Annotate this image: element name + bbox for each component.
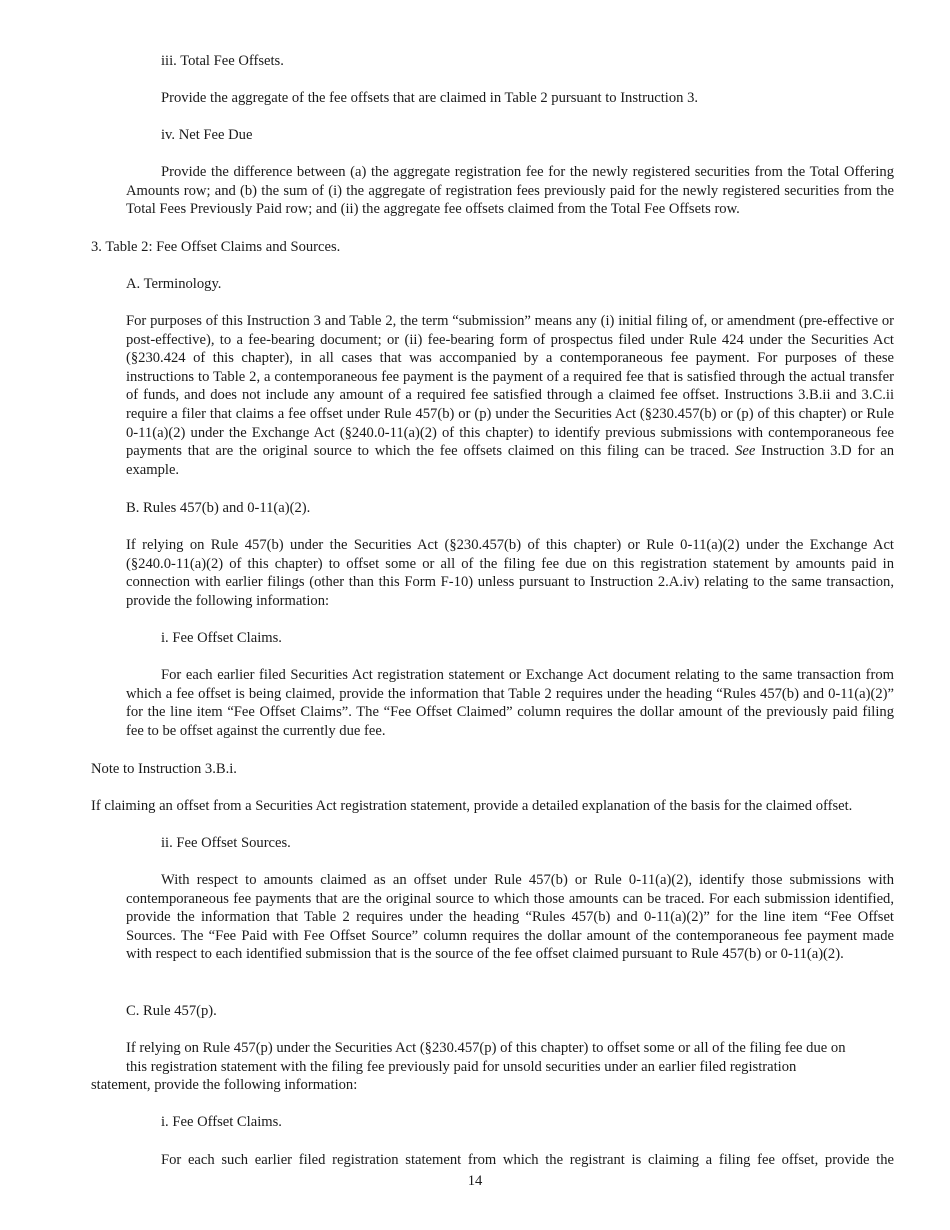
heading-fee-offset-claims-b: i. Fee Offset Claims. (161, 630, 282, 646)
note-body: If claiming an offset from a Securities Act registration statement, provide a detailed explanation of the basis for the claimed offset. (91, 798, 853, 814)
body-fee-offset-claims-c: For each such earlier filed registration statement from which the registrant is claiming a filing fee offset, provide the (161, 1152, 894, 1168)
body-fee-offset-sources: With respect to amounts claimed as an offset under Rule 457(b) or Rule 0-11(a)(2), identify those submissions with contemporaneous fee payments that are the original source to which those amounts can be traced. For each submission identified, provide the information that Table 2 requires under the heading “Rules 457(b) and 0-11(a)(2)” for the line item “Fee Offset Sources. The “Fee Paid with Fee Offset Source” column requires the dollar amount of the contemporaneous fee payment made with respect to each identified submission that is the source of the fee offset claimed pursuant to Rule 457(b) or 0-11(a)(2). (126, 872, 894, 963)
note-heading: Note to Instruction 3.B.i. (91, 761, 237, 777)
see-reference: See (735, 443, 756, 460)
body-fee-offset-claims-b: For each earlier filed Securities Act registration statement or Exchange Act document relating to the same transaction from which a fee offset is being claimed, provide the information that Table 2 requires under the heading “Rules 457(b) and 0-11(a)(2)” for the line item “Fee Offset Claims”. The “Fee Offset Claimed” column requires the dollar amount of the previously paid filing fee to be offset against the currently due fee. (126, 667, 894, 739)
heading-net-fee-due: iv. Net Fee Due (161, 127, 253, 143)
heading-fee-offset-claims-c: i. Fee Offset Claims. (161, 1114, 282, 1130)
body-rules-457b: If relying on Rule 457(b) under the Securities Act (§230.457(b) of this chapter) or Rule 0-11(a)(2) under the Exchange Act (§240.0-11(a)(2) of this chapter) to offset some or all of the filing fee due on this registration statement by amounts paid in connection with earlier filings (other than this Form F-10) unless pursuant to Instruction 2.A.iv) relating to the same transaction, provide the following information: (126, 537, 894, 609)
body-net-fee-due: Provide the difference between (a) the aggregate registration fee for the newly registered securities from the Total Offering Amounts row; and (b) the sum of (i) the aggregate of registration fees previously paid for the newly registered securities from the Total Fees Previously Paid row; and (ii) the aggregate fee offsets claimed from the Total Fee Offsets row. (126, 164, 894, 218)
terminology-text: For purposes of this Instruction 3 and Table 2, the term “submission” means any (i) initial filing of, or amendment (pre-effective or post-effective), to a fee-bearing document; or (ii) fee-bearing form of prospectus filed under Rule 424 under the Securities Act (§230.424 of this chapter), in all cases that was accompanied by a contemporaneous fee payment. For purposes of these instructions to Table 2, a contemporaneous fee payment is the payment of a required fee that is satisfied through the actual transfer of funds, and does not include any amount of a required fee satisfied through a claimed fee offset. Instructions 3.B.ii and 3.C.ii require a filer that claims a fee offset under Rule 457(b) or (p) under the Securities Act (§230.457(b) or (p) of this chapter) or Rule 0-11(a)(2) under the Exchange Act (§240.0-11(a)(2) of this chapter) to identify previous submissions with contemporaneous fee payments that are the original source to which the fee offsets claimed on this filing can be traced. (126, 313, 894, 460)
body-rule-457p-line1: If relying on Rule 457(p) under the Securities Act (§230.457(p) of this chapter) to offset some or all of the filing fee due on (126, 1040, 846, 1056)
terminology-text-tail: Instruction 3.D for an example. (126, 443, 895, 478)
body-total-fee-offsets: Provide the aggregate of the fee offsets that are claimed in Table 2 pursuant to Instruction 3. (161, 90, 699, 106)
heading-fee-offset-sources: ii. Fee Offset Sources. (161, 835, 291, 851)
body-terminology (126, 312, 894, 479)
heading-rule-457p: C. Rule 457(p). (126, 1003, 217, 1019)
page-number: 14 (467, 1173, 483, 1189)
heading-table-2: 3. Table 2: Fee Offset Claims and Sources. (91, 239, 341, 255)
body-rule-457p-line3: statement, provide the following information: (91, 1077, 358, 1093)
heading-rules-457b: B. Rules 457(b) and 0-11(a)(2). (126, 500, 311, 516)
heading-terminology: A. Terminology. (126, 276, 222, 292)
heading-total-fee-offsets: iii. Total Fee Offsets. (161, 53, 284, 69)
body-rule-457p-line2: this registration statement with the filing fee previously paid for unsold securities under an earlier filed registration (126, 1059, 797, 1075)
